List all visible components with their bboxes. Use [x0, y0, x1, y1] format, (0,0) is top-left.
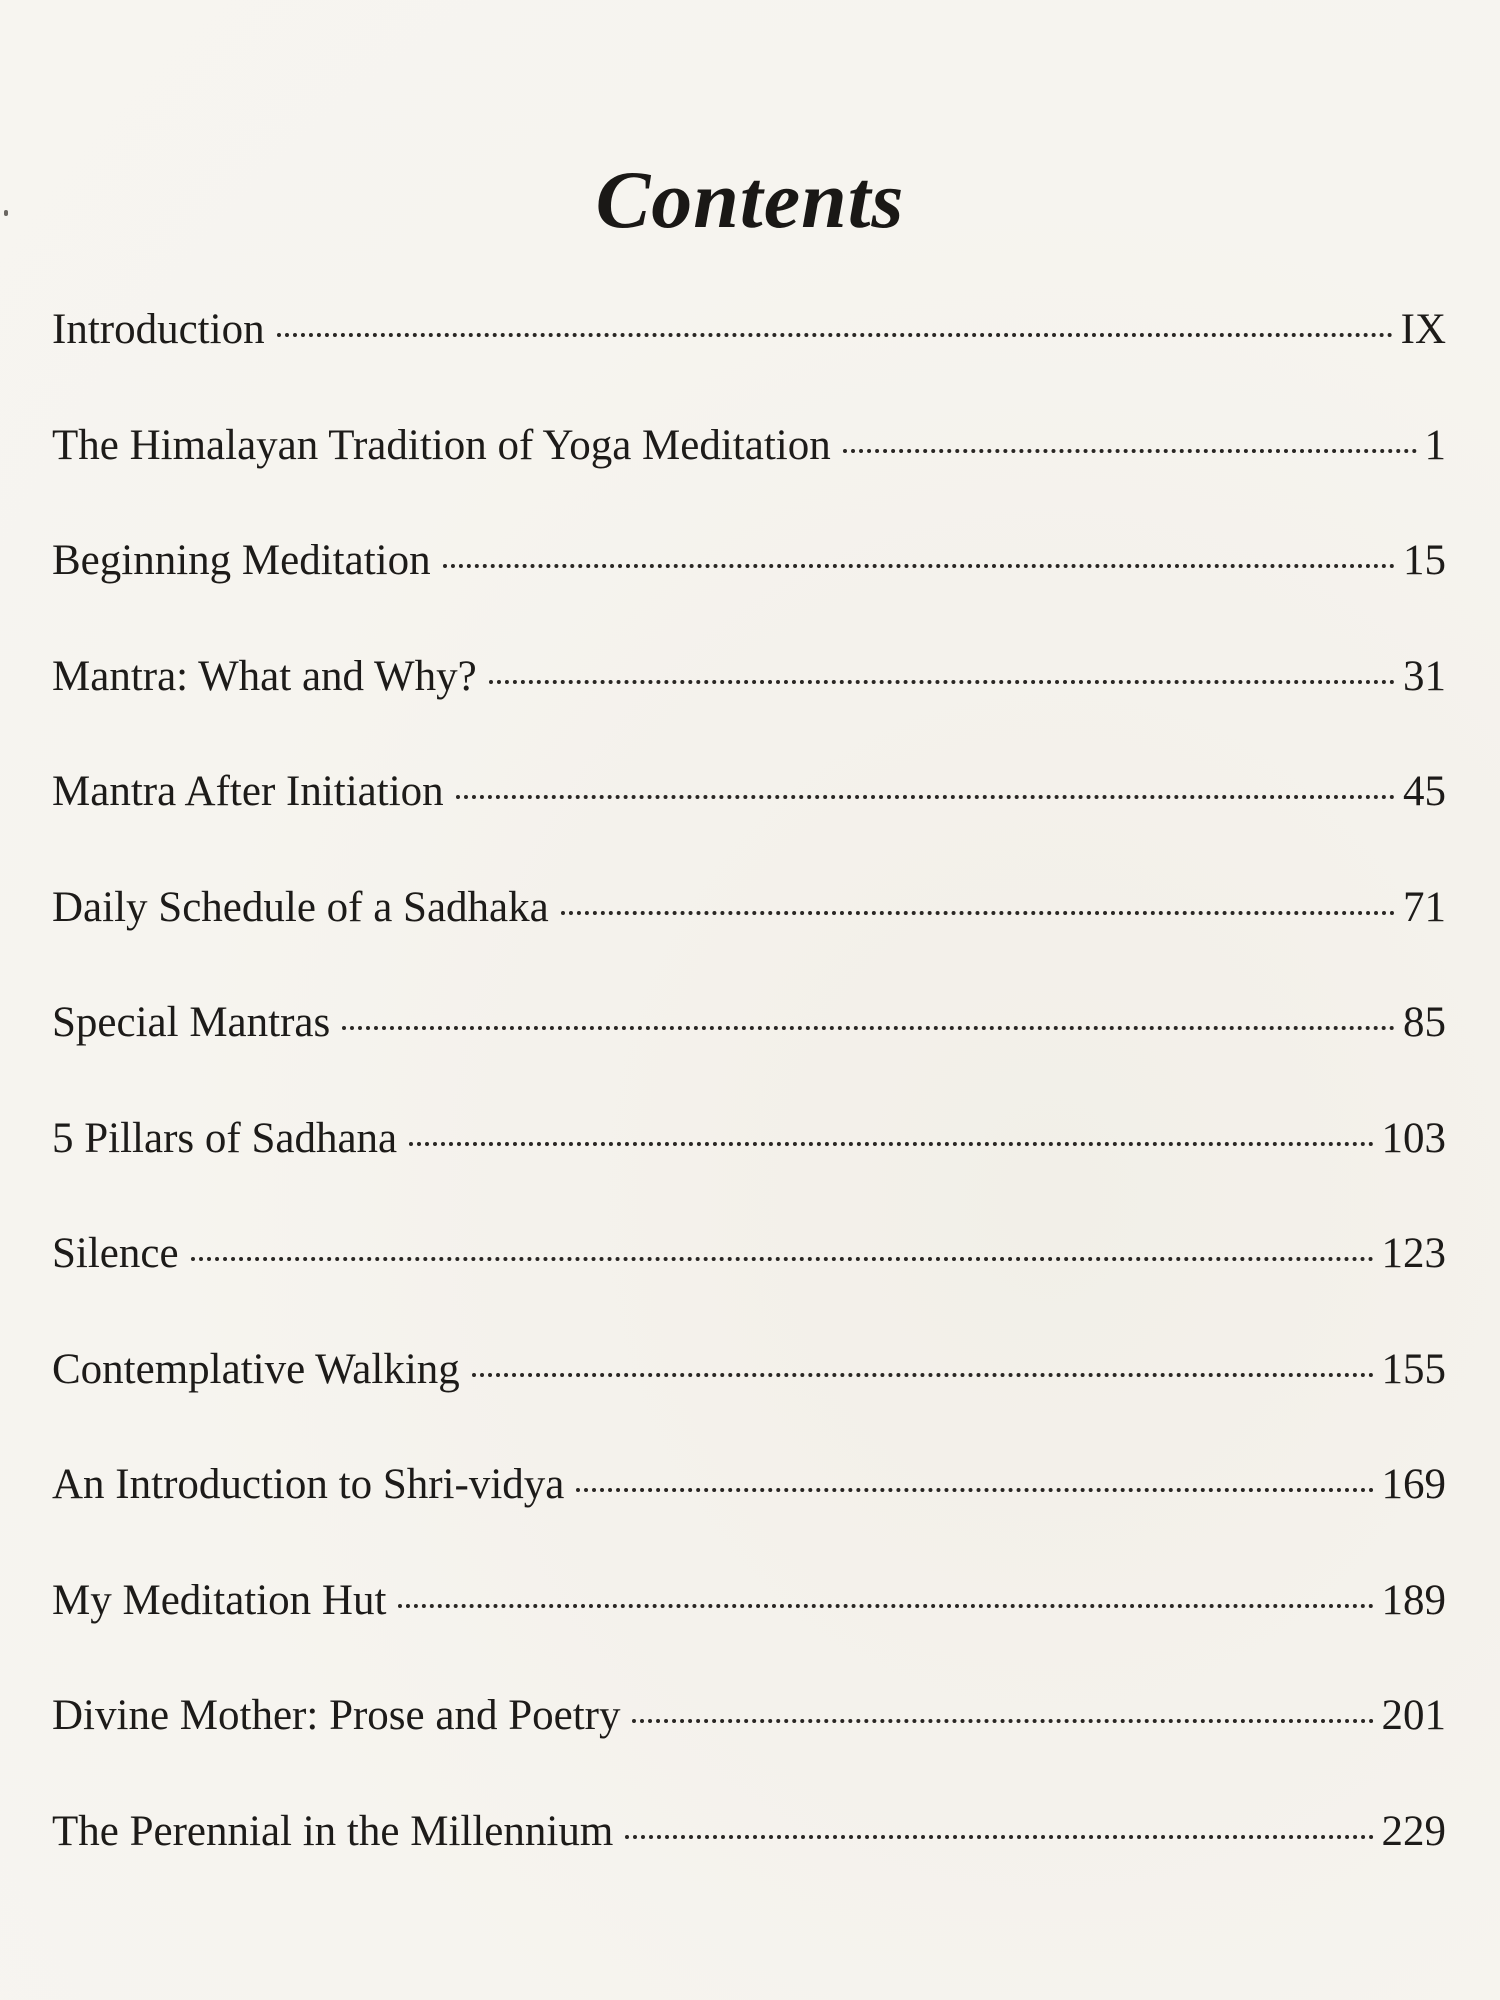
toc-entry-page: 155 — [1381, 1345, 1446, 1393]
toc-entry-title: Daily Schedule of a Sadhaka — [52, 883, 549, 931]
toc-entry — [52, 998, 1446, 1114]
toc-entry — [52, 305, 1446, 421]
dot-leader — [625, 1835, 1373, 1839]
toc-entry — [52, 1114, 1446, 1230]
toc-entry — [52, 1807, 1446, 1923]
dot-leader — [576, 1488, 1373, 1492]
toc-entry — [52, 1576, 1446, 1692]
page-title: Contents — [595, 153, 905, 245]
toc-entry — [52, 421, 1446, 537]
toc-entry-page: 31 — [1403, 652, 1446, 700]
toc-entry-title: An Introduction to Shri-vidya — [52, 1461, 565, 1508]
toc-entry-page: 201 — [1381, 1692, 1446, 1739]
dot-leader — [342, 1026, 1395, 1030]
toc-entry-page: 229 — [1381, 1807, 1446, 1855]
toc-entry — [52, 1345, 1446, 1461]
toc-entry-title: The Himalayan Tradition of Yoga Meditation — [52, 421, 831, 469]
toc-entry-title: Silence — [52, 1230, 179, 1277]
toc-entry-page: 1 — [1424, 421, 1446, 469]
dot-leader — [409, 1142, 1373, 1146]
toc-entry-page: 45 — [1403, 768, 1446, 815]
toc-entry-title: Special Mantras — [52, 999, 331, 1046]
toc-entry-title: Mantra: What and Why? — [52, 652, 477, 700]
dot-leader — [456, 795, 1395, 799]
toc-entry-page: 85 — [1403, 999, 1446, 1046]
dot-leader — [489, 680, 1395, 684]
toc-entry — [52, 883, 1446, 999]
dot-leader — [277, 333, 1393, 337]
toc-entry-page: 71 — [1403, 883, 1446, 931]
toc-entry-title: Contemplative Walking — [52, 1345, 460, 1393]
dot-leader — [398, 1604, 1373, 1608]
toc-entry — [52, 652, 1446, 768]
dot-leader — [632, 1719, 1373, 1723]
toc-entry-page: IX — [1400, 306, 1446, 353]
dot-leader — [443, 564, 1395, 568]
toc-entry — [52, 536, 1446, 652]
toc-entry — [52, 767, 1446, 883]
toc-entry — [52, 1460, 1446, 1576]
toc-entry-title: Beginning Meditation — [52, 537, 431, 584]
toc-entry-title: My Meditation Hut — [52, 1576, 387, 1624]
toc-entry-page: 189 — [1381, 1576, 1446, 1624]
toc-entry-page: 15 — [1403, 537, 1446, 584]
toc-entry-page: 169 — [1381, 1461, 1446, 1508]
dot-leader — [472, 1373, 1374, 1377]
toc-entry-title: 5 Pillars of Sadhana — [52, 1114, 398, 1162]
toc-entry — [52, 1691, 1446, 1807]
dot-leader — [191, 1257, 1374, 1261]
toc-entry-title: Mantra After Initiation — [52, 768, 444, 815]
toc-entry-title: The Perennial in the Millennium — [52, 1807, 614, 1855]
toc-entry-page: 103 — [1381, 1114, 1446, 1162]
toc-entry — [52, 1229, 1446, 1345]
dot-leader — [561, 911, 1395, 915]
toc-entry-title: Divine Mother: Prose and Poetry — [52, 1692, 621, 1739]
toc-entry-title: Introduction — [52, 306, 265, 353]
table-of-contents — [52, 305, 1446, 1922]
dot-leader — [843, 449, 1417, 453]
toc-entry-page: 123 — [1381, 1230, 1446, 1277]
